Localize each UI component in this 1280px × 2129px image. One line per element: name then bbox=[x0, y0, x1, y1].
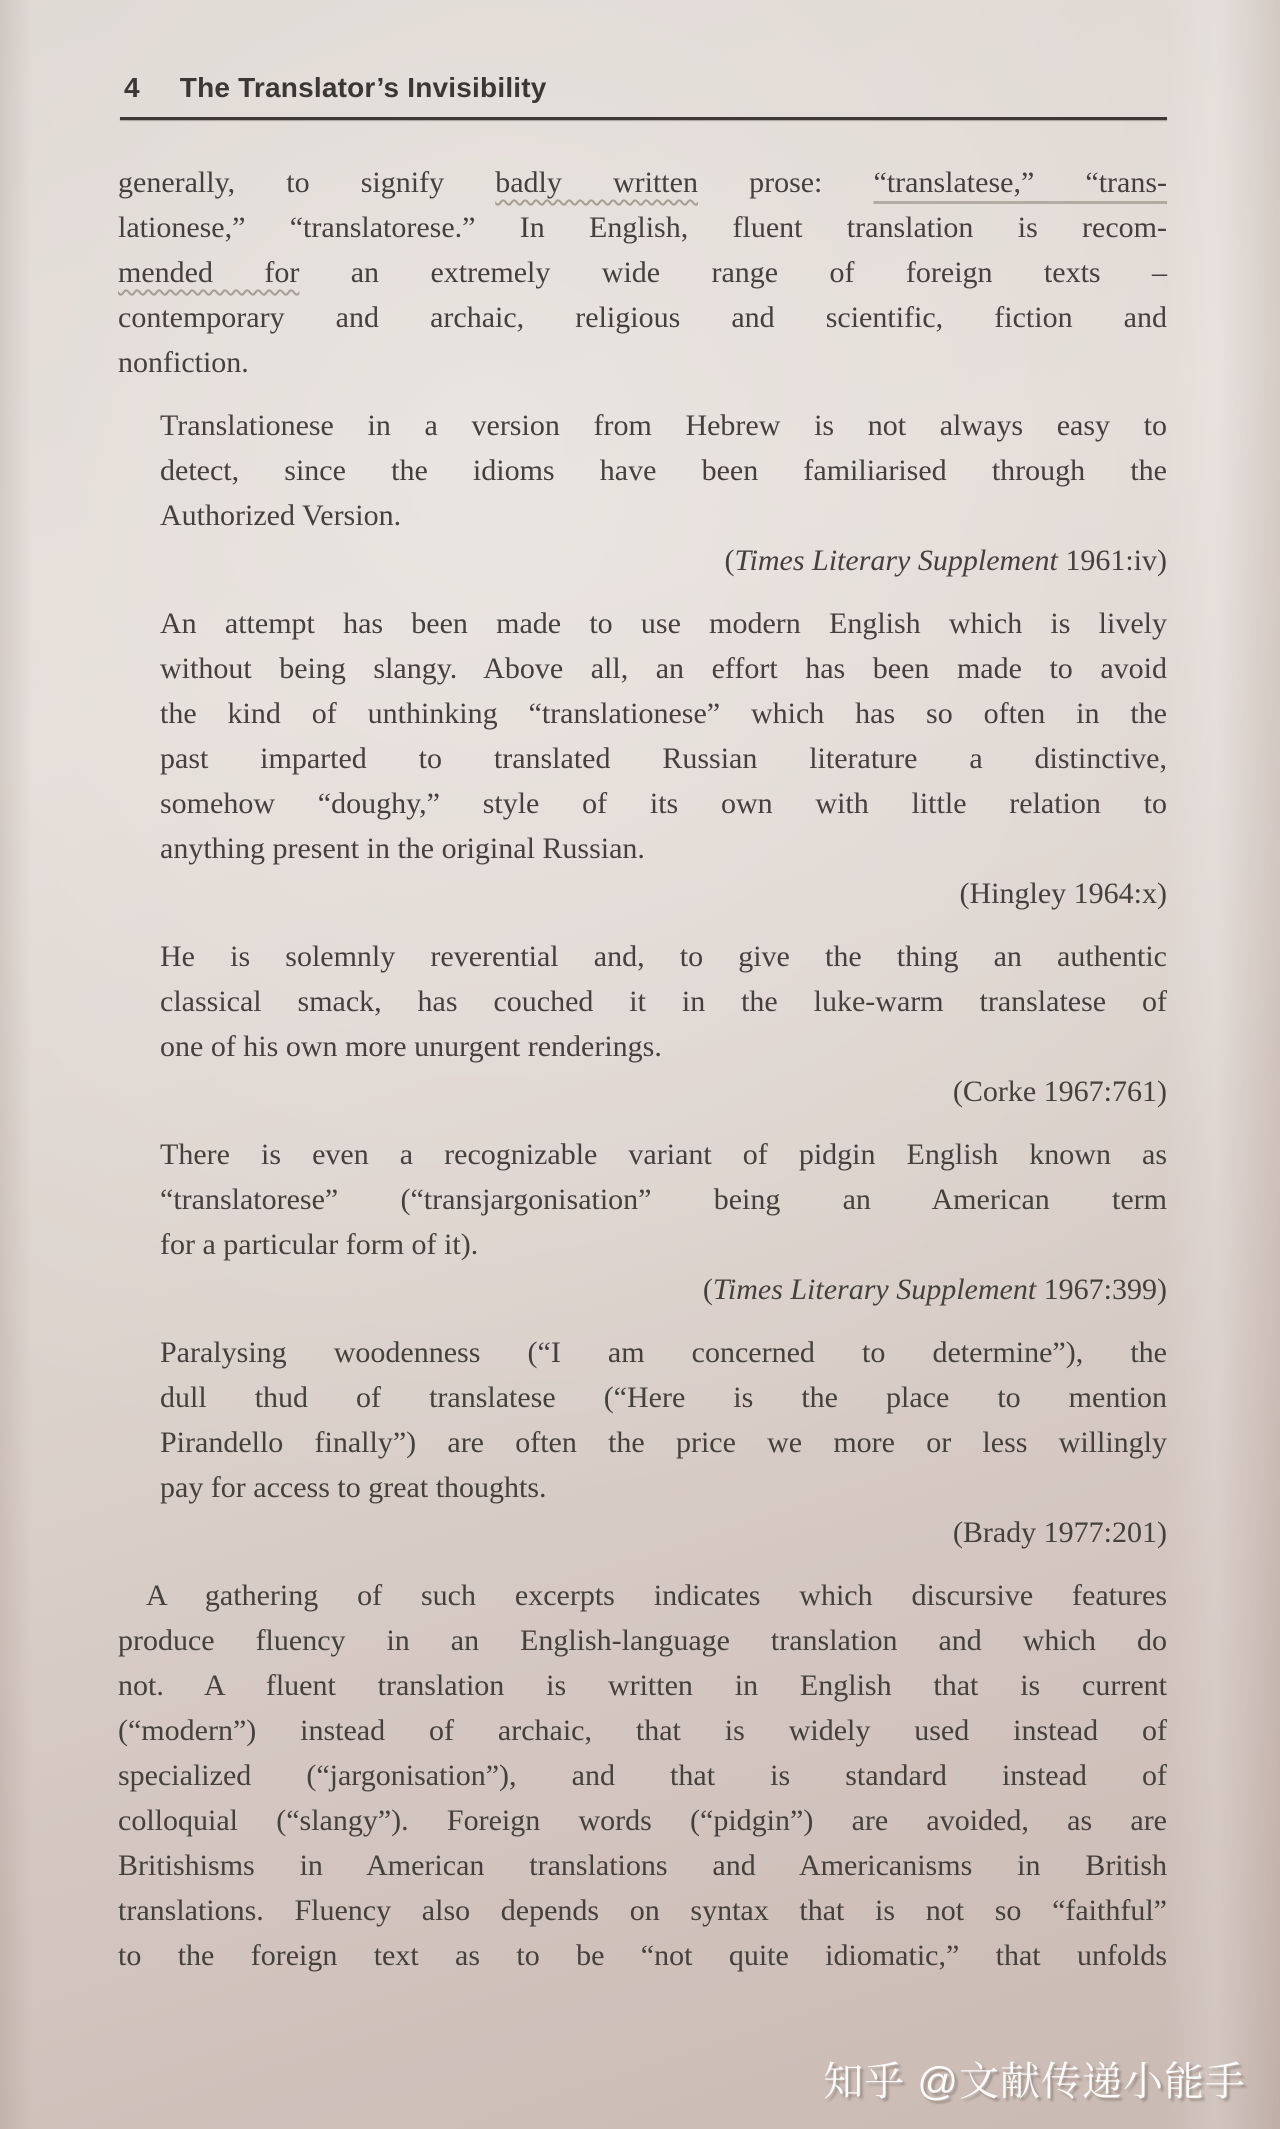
quote-line: anything present in the original Russian. bbox=[160, 832, 645, 865]
pencil-underline-mark: badly written bbox=[495, 166, 698, 199]
quote-line: detect, since the idioms have been familiarised through the bbox=[160, 454, 1167, 487]
pencil-underline-mark: mended for bbox=[118, 256, 300, 289]
attribution-source-italic: Times Literary Supplement bbox=[734, 544, 1058, 577]
quote-attribution: (Times Literary Supplement 1967:399) bbox=[702, 1273, 1167, 1306]
text-line: translations. Fluency also depends on syntax that is not so “faithful” bbox=[118, 1894, 1167, 1927]
text-line: specialized (“jargonisation”), and that is standard instead of bbox=[118, 1759, 1167, 1792]
body-paragraph bbox=[118, 1573, 1167, 1978]
quote-attribution: (Corke 1967:761) bbox=[952, 1075, 1167, 1108]
quote-line: classical smack, has couched it in the luke-warm translatese of bbox=[160, 985, 1167, 1018]
page-content bbox=[118, 160, 1167, 1978]
quote-line: past imparted to translated Russian literature a distinctive, bbox=[160, 742, 1167, 775]
quote-line: Pirandello finally”) are often the price we more or less willingly bbox=[160, 1426, 1167, 1459]
quote-line: pay for access to great thoughts. bbox=[160, 1471, 547, 1504]
running-header bbox=[118, 72, 1167, 104]
quote-line: Authorized Version. bbox=[160, 499, 402, 532]
quote-line: “translatorese” (“transjargonisation” being an American term bbox=[160, 1183, 1167, 1216]
text-line: (“modern”) instead of archaic, that is widely used instead of bbox=[118, 1714, 1167, 1747]
quote-attribution: (Hingley 1964:x) bbox=[959, 877, 1167, 910]
page-number: 4 bbox=[124, 72, 140, 103]
text-line: A gathering of such excerpts indicates which discursive features bbox=[146, 1579, 1167, 1612]
running-title: The Translator’s Invisibility bbox=[179, 72, 547, 103]
quote-line: Translationese in a version from Hebrew is not always easy to bbox=[160, 409, 1167, 442]
text-line: lationese,” “translatorese.” In English, fluent translation is recom- bbox=[118, 211, 1167, 244]
quote-line: Paralysing woodenness (“I am concerned to determine”), the bbox=[160, 1336, 1167, 1369]
quote-attribution: (Brady 1977:201) bbox=[952, 1516, 1167, 1549]
quote-line: He is solemnly reverential and, to give the thing an authentic bbox=[160, 940, 1167, 973]
body-paragraph bbox=[118, 160, 1167, 385]
quote-line: somehow “doughy,” style of its own with little relation to bbox=[160, 787, 1167, 820]
text-line: produce fluency in an English-language translation and which do bbox=[118, 1624, 1167, 1657]
text-line: generally, to signify badly written prose: “translatese,” “trans- bbox=[118, 166, 1167, 199]
block-quotation bbox=[160, 1132, 1167, 1312]
quote-line: dull thud of translatese (“Here is the place to mention bbox=[160, 1381, 1167, 1414]
text-line: colloquial (“slangy”). Foreign words (“pidgin”) are avoided, as are bbox=[118, 1804, 1167, 1837]
block-quotation bbox=[160, 403, 1167, 583]
block-quotation bbox=[160, 601, 1167, 916]
attribution-source-italic: Times Literary Supplement bbox=[712, 1273, 1037, 1306]
text-line: nonfiction. bbox=[118, 346, 249, 379]
quote-line: one of his own more unurgent renderings. bbox=[160, 1030, 662, 1063]
quote-attribution: (Times Literary Supplement 1961:iv) bbox=[724, 544, 1167, 577]
quote-line: An attempt has been made to use modern English which is lively bbox=[160, 607, 1167, 640]
text-line: to the foreign text as to be “not quite idiomatic,” that unfolds bbox=[118, 1939, 1167, 1972]
quote-line: There is even a recognizable variant of pidgin English known as bbox=[160, 1138, 1167, 1171]
zhihu-watermark: 知乎 @文献传递小能手 bbox=[823, 2060, 1246, 2104]
block-quotation bbox=[160, 934, 1167, 1114]
quote-line: the kind of unthinking “translationese” which has so often in the bbox=[160, 697, 1167, 730]
text-line: Britishisms in American translations and Americanisms in British bbox=[118, 1849, 1167, 1882]
quote-line: without being slangy. Above all, an effort has been made to avoid bbox=[160, 652, 1167, 685]
pencil-underline-mark: “translatese,” “trans- bbox=[873, 166, 1167, 199]
text-line: not. A fluent translation is written in English that is current bbox=[118, 1669, 1167, 1702]
quote-line: for a particular form of it). bbox=[160, 1228, 479, 1261]
text-line: mended for an extremely wide range of foreign texts – bbox=[118, 256, 1167, 289]
header-rule bbox=[120, 117, 1167, 120]
text-line: contemporary and archaic, religious and scientific, fiction and bbox=[118, 301, 1167, 334]
block-quotation bbox=[160, 1330, 1167, 1555]
